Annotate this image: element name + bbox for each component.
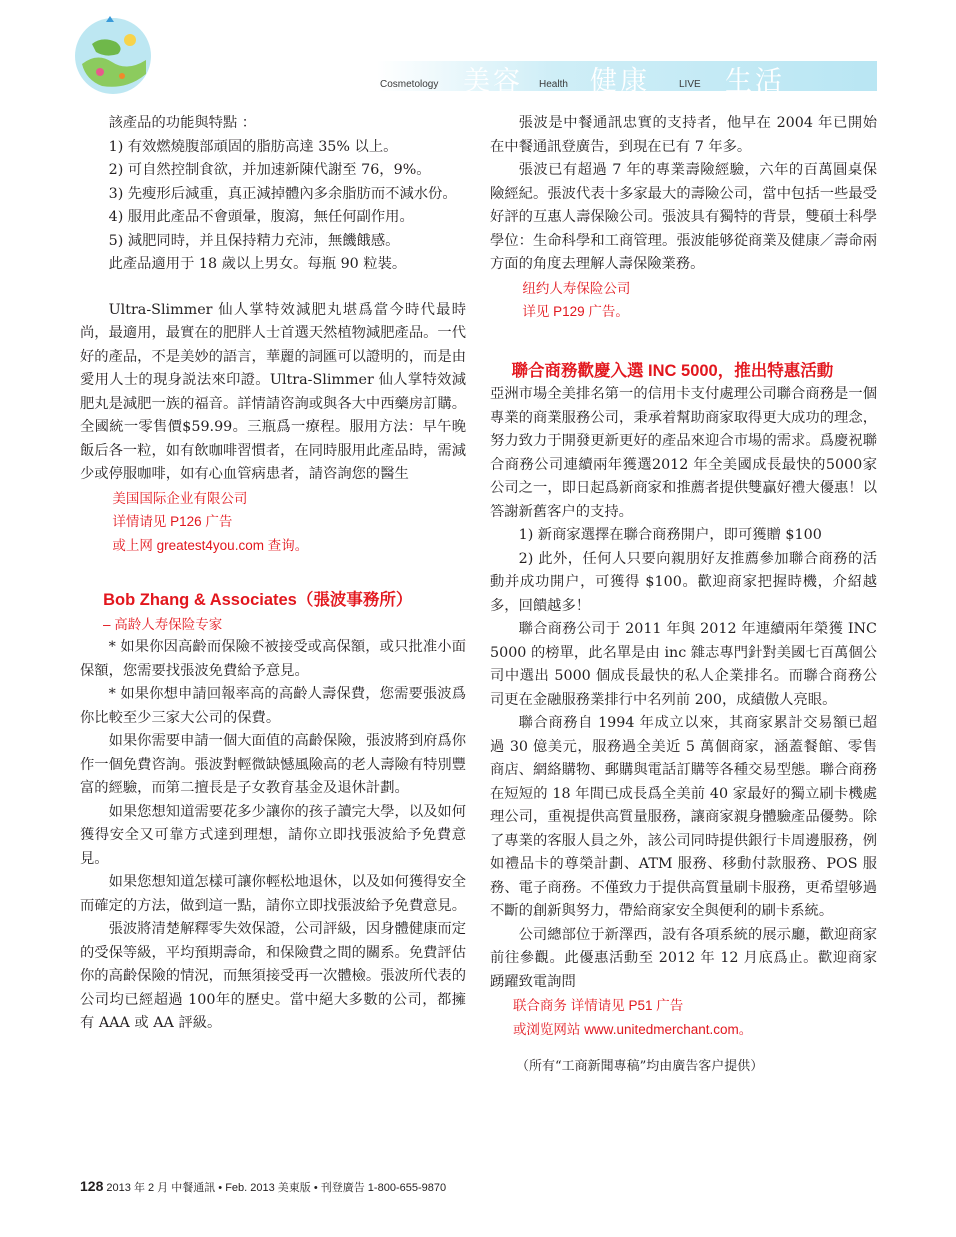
ad-reference: 联合商务 详情请见 P51 广告 <box>512 998 684 1013</box>
united-merchant-heading: 聯合商務歡慶入選 INC 5000，推出特惠活動 <box>511 361 834 380</box>
footer-text: 2013 年 2 月 中餐通訊 • Feb. 2013 美東版 • 刊登廣告 1-800-655-9870 <box>106 1182 447 1194</box>
feature-item: 3) 先瘦形后減重，真正減掉體內多余脂肪而不減水份。 <box>108 185 457 202</box>
feature-item: 1) 有效燃燒腹部頑固的脂肪高達 35% 以上。 <box>108 138 398 155</box>
feature-item: 4) 服用此產品不會頭暈，腹瀉，無任何副作用。 <box>108 209 414 225</box>
bob-zhang-subheading: – 高龄人寿保险专家 <box>102 616 223 632</box>
header-cosmetology-zh: 美容 <box>463 66 523 96</box>
united-merchant-paragraph: 公司總部位于新澤西，設有各項系統的展示廳，歡迎商家前往參觀。此優惠活動至 2012 年 12 月底爲止。歡迎商家踴躍致電詢問 <box>490 926 877 990</box>
united-merchant-paragraph: 亞洲市場全美排名第一的信用卡支付處理公司聯合商務是一個專業的商業服務公司，秉承着幫助商家取得更大成功的理念，努力致力于開發更新更好的產品來迎合市場的需求。爲慶祝聯合商務公司連續兩年獲選2012 年全美國成長最快的5000家公司之一，即日起爲新商家和推薦者提供雙贏好禮大優惠！以答謝新舊客户的支持。 <box>490 386 877 520</box>
company-name: 纽约人寿保险公司 <box>522 280 631 296</box>
bob-zhang-paragraph: 張波已有超過 7 年的專業壽險經驗，六年的百萬圓桌保險經紀。張波代表十多家最大的壽險公司，當中包括一些最受好評的互惠人壽保險公司。張波具有獨特的背景，雙碩士科學學位：生命科學和工商管理。張波能够從商業及健康／壽命兩方面的角度去理解人壽保險業務。 <box>490 162 877 272</box>
page-number: 128 <box>80 1178 104 1194</box>
insurance-paragraph: * 如果你想申請回報率高的高齡人壽保費，您需要張波爲你比較至少三家大公司的保費。 <box>80 686 466 726</box>
globe-logo-icon <box>72 14 154 96</box>
insurance-paragraph: 如果您想知道怎樣可讓你輕松地退休，以及如何獲得安全而確定的方法，做到這一點，請你立即找張波給予免費意見。 <box>80 874 467 914</box>
website-link[interactable]: 或上网 greatest4you.com 查询。 <box>112 537 309 553</box>
page-footer <box>80 1178 446 1195</box>
advertorial-note: （所有“工商新聞專稿”均由廣告客户提供） <box>516 1059 764 1074</box>
bob-zhang-paragraph: 張波是中餐通訊忠實的支持者，他早在 2004 年已開始在中餐通訊登廣告，到現在已有 7 年多。 <box>490 115 877 155</box>
insurance-paragraph: 如果您想知道需要花多少讓你的孩子讀完大學，以及如何獲得安全又可靠方式達到理想，請你立即找張波給予免費意見。 <box>80 803 467 867</box>
insurance-paragraph: 張波將清楚解釋零失效保證，公司評級，因身體健康而定的受保等級，平均預期壽命，和保險費之間的關系。免費評估你的高齡保險的情況，而無須接受再一次體檢。張波所代表的公司均已經超過 100年的歷史。當中絕大多數的公司，都擁有 AAA 或 AA 評級。 <box>80 921 467 1031</box>
offer-item: 2) 此外，任何人只要向親朋好友推薦參加聯合商務的活動并成功開户，可獲得 $100。歡迎商家把握時機，介紹越多，回饋越多！ <box>490 550 877 614</box>
company-name: 美国国际企业有限公司 <box>112 490 248 506</box>
united-merchant-paragraph: 聯合商務公司于 2011 年與 2012 年連續兩年榮獲 INC 5000 的榜單，此名單是由 inc 雜志專門針對美國七百萬個公司中選出 5000 個成長最快的私人企業排名。而聯合商務公司更在金融服務業排行中名列前 200，成績傲人亮眼。 <box>490 621 877 708</box>
website-link[interactable]: 或浏览网站 www.unitedmerchant.com。 <box>512 1021 753 1037</box>
header-health-zh: 健康 <box>590 66 650 96</box>
header-live-en: LIVE <box>679 79 701 90</box>
usage-note: 此產品適用于 18 歲以上男女。每瓶 90 粒裝。 <box>108 256 407 272</box>
right-column <box>490 112 877 1079</box>
product-paragraph: Ultra-Slimmer 仙人掌特效減肥丸堪爲當今時代最時尚，最適用，最實在的肥胖人士首選天然植物減肥產品。一代好的產品，不是美妙的語言，華麗的詞匯可以證明的，而是由愛用人士的現身説法來印證。Ultra-Slimmer 仙人掌特效減肥丸是減肥一族的福音。詳情請咨詢或與各大中西藥房訂購。全國統一零售價$59.99。三瓶爲一療程。服用方法：早午晚飯后各一粒，如有飲咖啡習慣者，在同時服用此產品時，需減少或停服咖啡，如有心血管病患者，請咨詢您的醫生 <box>80 301 467 482</box>
ad-reference: 详情请见 P126 广告 <box>112 514 233 529</box>
header-live-zh: 生活 <box>725 66 785 96</box>
header-cosmetology-en: Cosmetology <box>380 79 439 90</box>
header-health-en: Health <box>539 79 568 90</box>
features-heading: 該產品的功能與特點 ： <box>108 115 257 131</box>
bob-zhang-heading: Bob Zhang & Associates（張波事務所） <box>103 591 413 609</box>
ad-reference: 详见 P129 广告。 <box>522 304 629 319</box>
feature-item: 5) 減肥同時，并且保持精力充沛，無饑餓感。 <box>108 232 400 249</box>
left-column <box>80 112 466 1036</box>
section-header-bar <box>377 61 877 96</box>
insurance-paragraph: 如果你需要申請一個大面值的高齡保險，張波將到府爲你作一個免費咨詢。張波對輕微缺憾風險高的老人壽險有特別豐富的經驗，而第二擅長是子女教育基金及退休計劃。 <box>80 733 467 796</box>
offer-item: 1) 新商家選擇在聯合商務開户，即可獲贈 $100 <box>518 527 822 543</box>
insurance-paragraph: * 如果你因高齡而保險不被接受或高保額，或只批准小面保額，您需要找張波免費給予意見。 <box>80 639 466 679</box>
united-merchant-paragraph: 聯合商務自 1994 年成立以來，其商家累計交易額已超過 30 億美元，服務過全美近 5 萬個商家，涵蓋餐館、零售商店、網絡購物、郵購與電話訂購等各種交易型態。聯合商務在短短的 18 年間已成長爲全美前 40 家最好的獨立刷卡機處理公司，重視提供高質量服務，讓商家親身體驗產品優勢。除了專業的客服人員之外，該公司同時提供銀行卡周邊服務，例如禮品卡的尊榮計劃、ATM 服務、移動付款服務、POS 服務、電子商務。不僅致力于提供高質量刷卡服務，更希望够過不斷的創新與努力，帶給商家安全與便利的刷卡系統。 <box>490 715 877 919</box>
feature-item: 2) 可自然控制食欲，并加速新陳代謝至 76，9%。 <box>108 162 431 178</box>
